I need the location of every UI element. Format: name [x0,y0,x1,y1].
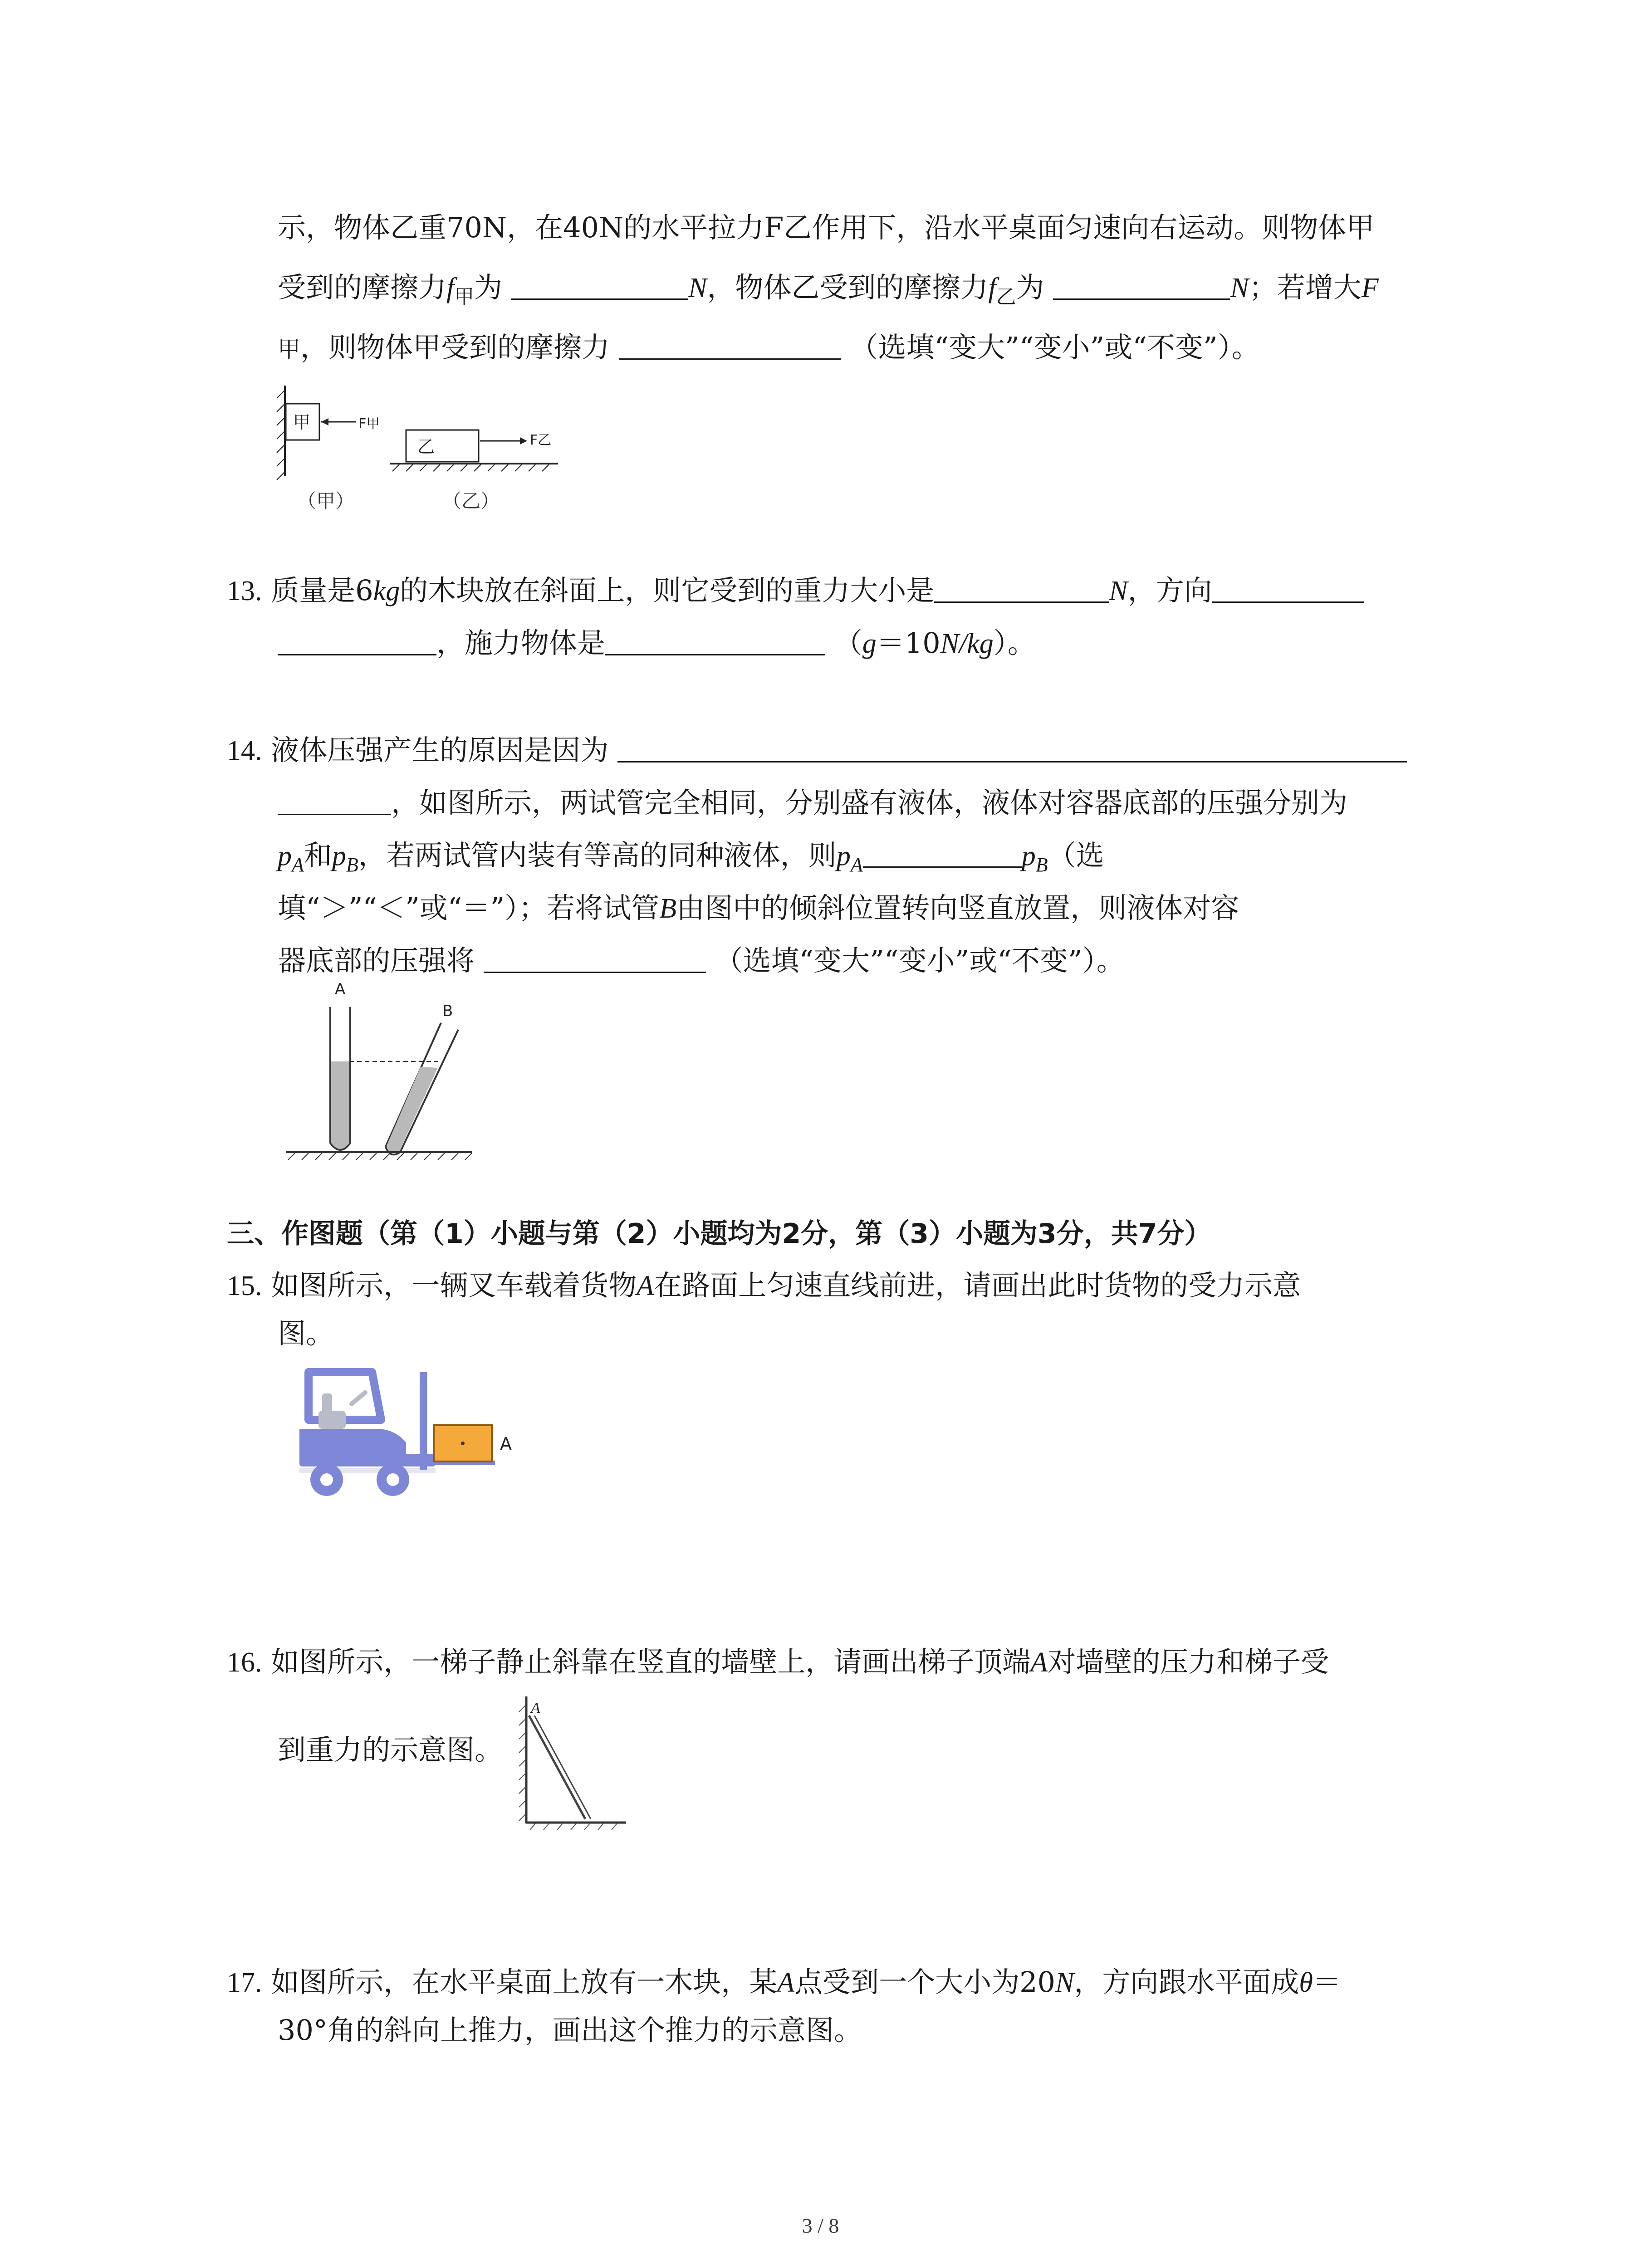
block-jia-label: 甲 [293,412,311,432]
answer-blank-compare-pressure[interactable] [863,838,1022,868]
q14-line-2: ，如图所示，两试管完全相同，分别盛有液体，液体对容器底部的压强分别为 [278,785,1347,821]
q12-line-1: 示，物体乙重70N，在40N的水平拉力F乙作用下，沿水平桌面匀速向右运动。则物体甲 [278,211,1375,244]
q15-forklift-figure [290,1361,535,1506]
answer-blank-direction-part2[interactable] [278,626,436,655]
ladder-A-label: A [531,1700,540,1716]
ladder-rail-1 [529,1716,585,1819]
cargo-A-label: A [500,1434,512,1454]
q13-number: 13. [227,576,262,606]
answer-blank-liquid-reason-part2[interactable] [278,786,391,815]
q15-line-2: 图。 [278,1317,334,1350]
force-jia-label: F甲 [358,416,380,432]
q12-figure [268,381,563,485]
section-3-heading: 三、作图题（第（1）小题与第（2）小题均为2分，第（3）小题为3分，共7分） [227,1218,1212,1250]
tube-A-liquid [331,1061,349,1149]
q15-line-1: 15. 如图所示，一辆叉车载着货物A在路面上匀速直线前进，请画出此时货物的受力示意 [227,1269,1301,1302]
answer-blank-liquid-reason-part1[interactable] [617,733,1407,763]
block-yi-label: 乙 [417,437,435,457]
caption-yi: （乙） [442,490,500,512]
cargo-center-dot [461,1442,465,1445]
q13-line-2: ，施力物体是 （g＝10N/kg）。 [278,625,1036,662]
forklift-mast [420,1372,427,1470]
answer-blank-direction-part1[interactable] [1212,573,1364,603]
q13-line-1: 13. 质量是6kg的木块放在斜面上，则它受到的重力大小是 N，方向 [227,572,1364,609]
answer-blank-f-jia[interactable] [511,270,688,300]
answer-blank-f-yi[interactable] [1053,270,1230,300]
answer-blank-force-object[interactable] [605,626,825,655]
caption-jia: （甲） [297,490,355,512]
q16-line-2: 到重力的示意图。 [278,1733,503,1766]
tube-A-label: A [335,980,346,998]
q16-line-1: 16. 如图所示，一梯子静止斜靠在竖直的墙壁上，请画出梯子顶端A对墙壁的压力和梯子受 [227,1645,1329,1678]
answer-blank-gravity[interactable] [934,573,1109,603]
q14-line-4: 填“＞”“＜”或“＝”）；若将试管B由图中的倾斜位置转向竖直放置，则液体对容 [278,891,1239,924]
q12-line-2: 受到的摩擦力$f_甲$为 N，物体乙受到的摩擦力$f_乙$为 N；若增大F [278,271,1379,308]
answer-blank-pressure-change[interactable] [484,943,706,973]
forklift-steering [352,1393,365,1404]
q17-line-1: 17. 如图所示，在水平桌面上放有一木块，某A点受到一个大小为20N，方向跟水平面成θ＝ [227,1965,1341,1999]
q17-number: 17. [227,1967,262,1998]
q14-line-1: 14. 液体压强产生的原因是因为 [227,732,1407,769]
q14-test-tubes-figure [281,980,485,1166]
q16-ladder-figure [513,1687,640,1833]
q14-line-5: 器底部的压强将 （选填“变大”“变小”或“不变”）。 [278,944,1125,977]
q15-number: 15. [227,1271,262,1301]
block-yi [406,430,479,462]
page-number: 3 / 8 [802,2214,839,2237]
force-yi-label: F乙 [530,432,552,448]
q12-line-3: 甲，则物体甲受到的摩擦力 （选填“变大”“变小”或“不变”）。 [278,331,1260,364]
answer-blank-friction-change[interactable] [619,330,841,360]
q14-line-3: $p_A$和$p_B$，若两试管内装有等高的同种液体，则$p_A$ $p_B$（选 [278,839,1104,876]
q14-number: 14. [227,735,262,766]
tube-B-label: B [442,1002,453,1020]
q16-number: 16. [227,1647,262,1678]
ladder-rail-2 [534,1716,591,1819]
q17-line-2: 30°角的斜向上推力，画出这个推力的示意图。 [278,2014,862,2047]
tube-B-liquid [387,1067,438,1153]
